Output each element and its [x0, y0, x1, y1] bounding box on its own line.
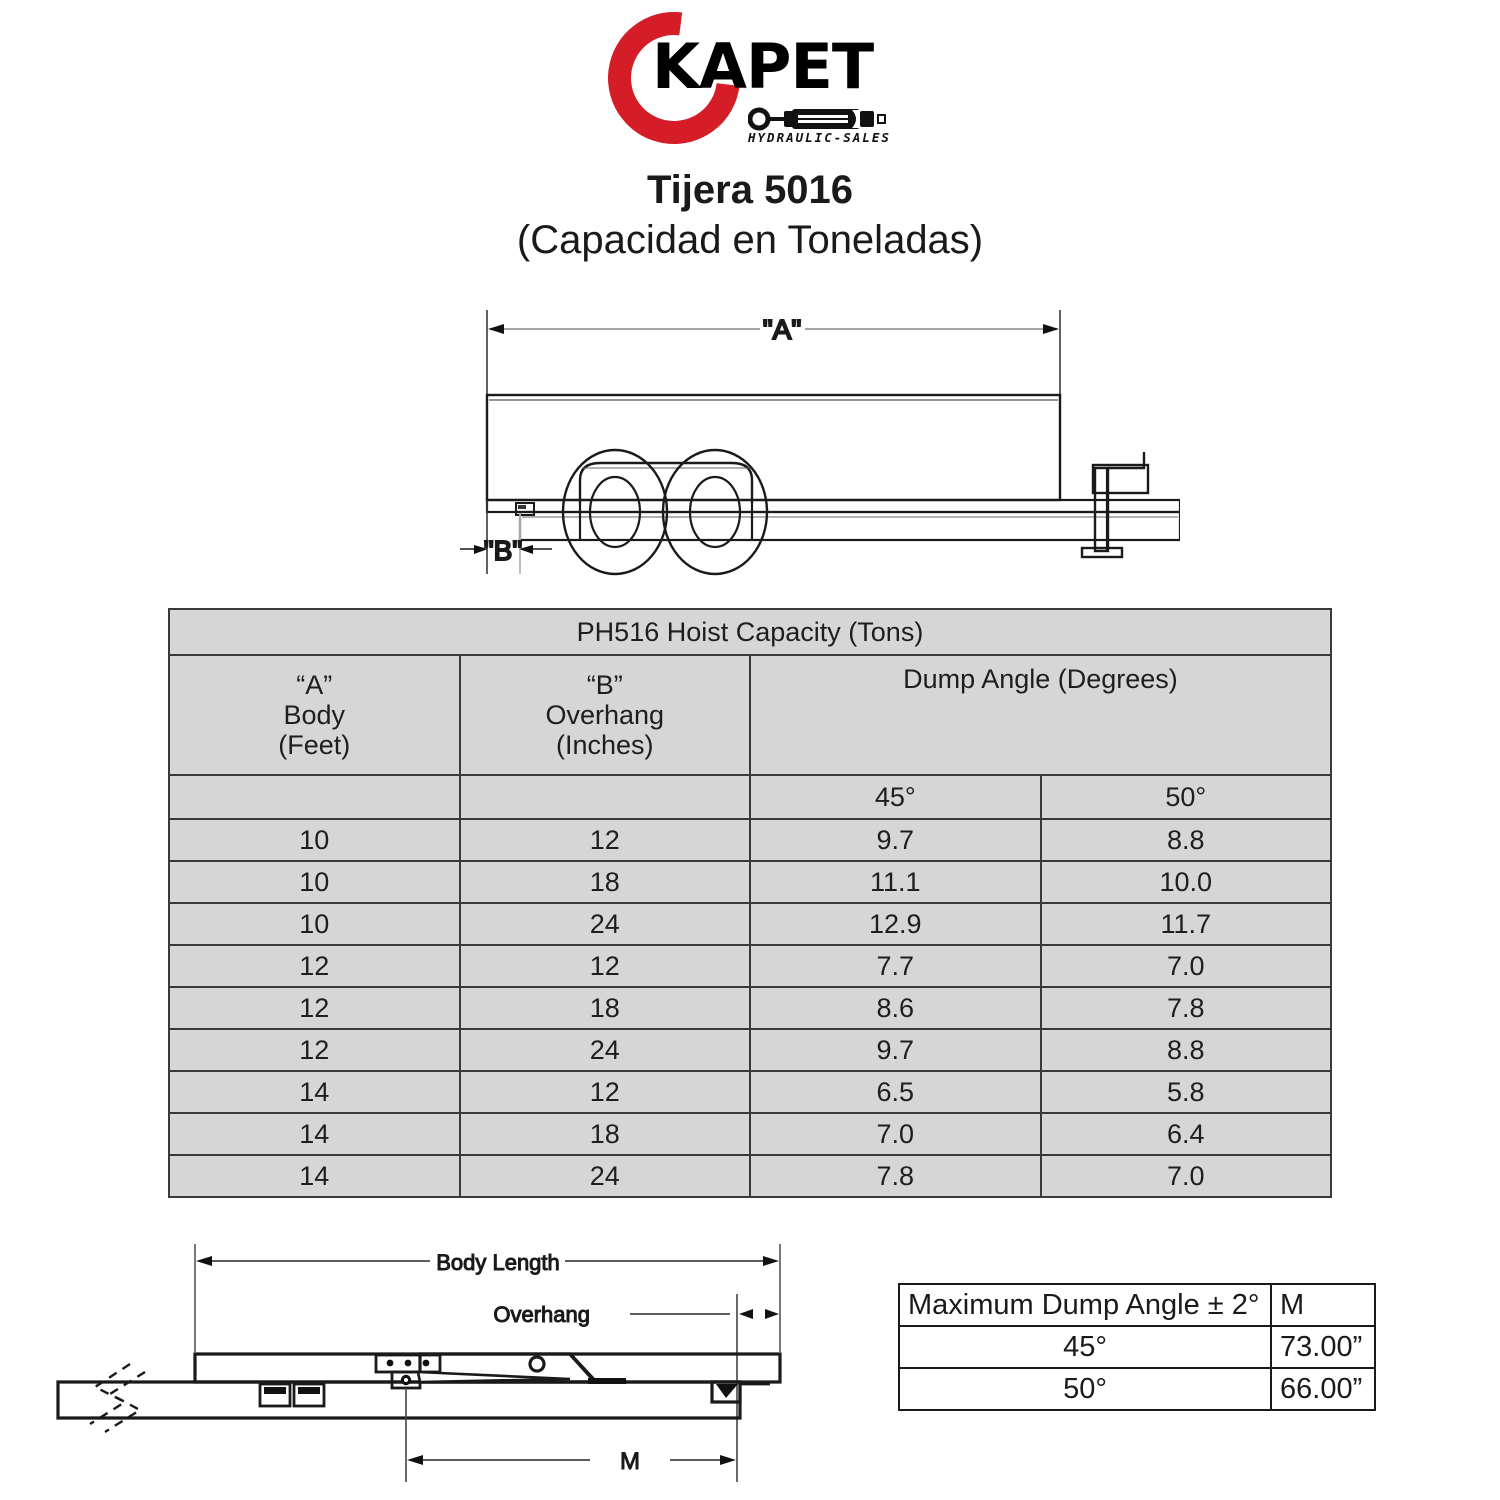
logo-tagline: HYDRAULIC-SALES	[748, 130, 891, 145]
cell-b: 24	[460, 1155, 751, 1197]
cell-a: 10	[169, 819, 460, 861]
cell-v45: 6.5	[750, 1071, 1041, 1113]
header-blank-a	[169, 775, 460, 819]
cell-a: 12	[169, 1029, 460, 1071]
dimension-label-b: "B"	[483, 535, 523, 566]
m-row-value: 73.00”	[1271, 1326, 1375, 1368]
hydraulic-cylinder-icon	[748, 106, 890, 132]
cell-v50: 11.7	[1041, 903, 1332, 945]
cell-v45: 7.8	[750, 1155, 1041, 1197]
cell-b: 12	[460, 945, 751, 987]
cell-v50: 7.0	[1041, 945, 1332, 987]
table-header-row	[169, 655, 1331, 775]
header-angle-45: 45°	[750, 775, 1041, 819]
cell-a: 14	[169, 1071, 460, 1113]
m-table-header-label: Maximum Dump Angle ± 2°	[899, 1284, 1271, 1326]
m-table-row	[899, 1326, 1375, 1368]
cell-b: 12	[460, 819, 751, 861]
m-table-header-value: M	[1271, 1284, 1375, 1326]
header-col-b	[460, 655, 751, 775]
cell-v50: 7.8	[1041, 987, 1332, 1029]
table-row	[169, 819, 1331, 861]
cell-v50: 7.0	[1041, 1155, 1332, 1197]
table-title-row	[169, 609, 1331, 655]
cell-b: 24	[460, 903, 751, 945]
table-row	[169, 1071, 1331, 1113]
header-col-b-line2: Overhang	[545, 699, 665, 730]
table-row	[169, 903, 1331, 945]
label-overhang: Overhang	[493, 1302, 590, 1327]
m-row-angle: 50°	[899, 1368, 1271, 1410]
m-table-row	[899, 1368, 1375, 1410]
cell-b: 24	[460, 1029, 751, 1071]
cell-v45: 9.7	[750, 819, 1041, 861]
header-col-a-line1: “A”	[296, 669, 333, 700]
page-title: Tijera 5016	[646, 168, 854, 212]
header-dump-angle-group: Dump Angle (Degrees)	[750, 655, 1331, 775]
label-m: M	[620, 1448, 640, 1475]
cell-v45: 7.7	[750, 945, 1041, 987]
brand-logo	[0, 8, 1500, 158]
cell-v45: 9.7	[750, 1029, 1041, 1071]
page-subtitle: (Capacidad en Toneladas)	[516, 218, 984, 262]
dimension-label-a: "A"	[762, 314, 802, 345]
label-body-length: Body Length	[436, 1250, 560, 1275]
cell-a: 12	[169, 945, 460, 987]
m-row-angle: 45°	[899, 1326, 1271, 1368]
hoist-capacity-table	[168, 608, 1332, 1198]
header-col-b-line1: “B”	[586, 669, 623, 700]
header-col-b-line3: (Inches)	[555, 730, 654, 761]
cell-a: 14	[169, 1155, 460, 1197]
table-row	[169, 861, 1331, 903]
cell-b: 12	[460, 1071, 751, 1113]
table-angle-row	[169, 775, 1331, 819]
table-title-cell: PH516 Hoist Capacity (Tons)	[169, 609, 1331, 655]
cell-v50: 5.8	[1041, 1071, 1332, 1113]
table-row	[169, 1155, 1331, 1197]
m-row-value: 66.00”	[1271, 1368, 1375, 1410]
header-blank-b	[460, 775, 751, 819]
cell-a: 10	[169, 903, 460, 945]
cell-v50: 6.4	[1041, 1113, 1332, 1155]
cell-v50: 10.0	[1041, 861, 1332, 903]
m-table-header-row	[899, 1284, 1375, 1326]
cell-b: 18	[460, 1113, 751, 1155]
table-row	[169, 945, 1331, 987]
table-row	[169, 987, 1331, 1029]
cell-v50: 8.8	[1041, 819, 1332, 861]
cell-a: 14	[169, 1113, 460, 1155]
header-col-a-line3: (Feet)	[278, 730, 351, 761]
cell-v50: 8.8	[1041, 1029, 1332, 1071]
cell-b: 18	[460, 861, 751, 903]
cell-a: 10	[169, 861, 460, 903]
cell-v45: 8.6	[750, 987, 1041, 1029]
cell-v45: 12.9	[750, 903, 1041, 945]
cell-v45: 7.0	[750, 1113, 1041, 1155]
cell-b: 18	[460, 987, 751, 1029]
table-row	[169, 1029, 1331, 1071]
cell-v45: 11.1	[750, 861, 1041, 903]
header-col-a	[169, 655, 460, 775]
header-angle-50: 50°	[1041, 775, 1332, 819]
cell-a: 12	[169, 987, 460, 1029]
hoist-body-length-diagram	[40, 1232, 840, 1492]
header-col-a-line2: Body	[283, 699, 346, 730]
table-row	[169, 1113, 1331, 1155]
logo-wordmark: KAPET	[652, 30, 874, 103]
trailer-side-view-diagram	[460, 300, 1180, 600]
max-dump-angle-table	[898, 1283, 1376, 1411]
